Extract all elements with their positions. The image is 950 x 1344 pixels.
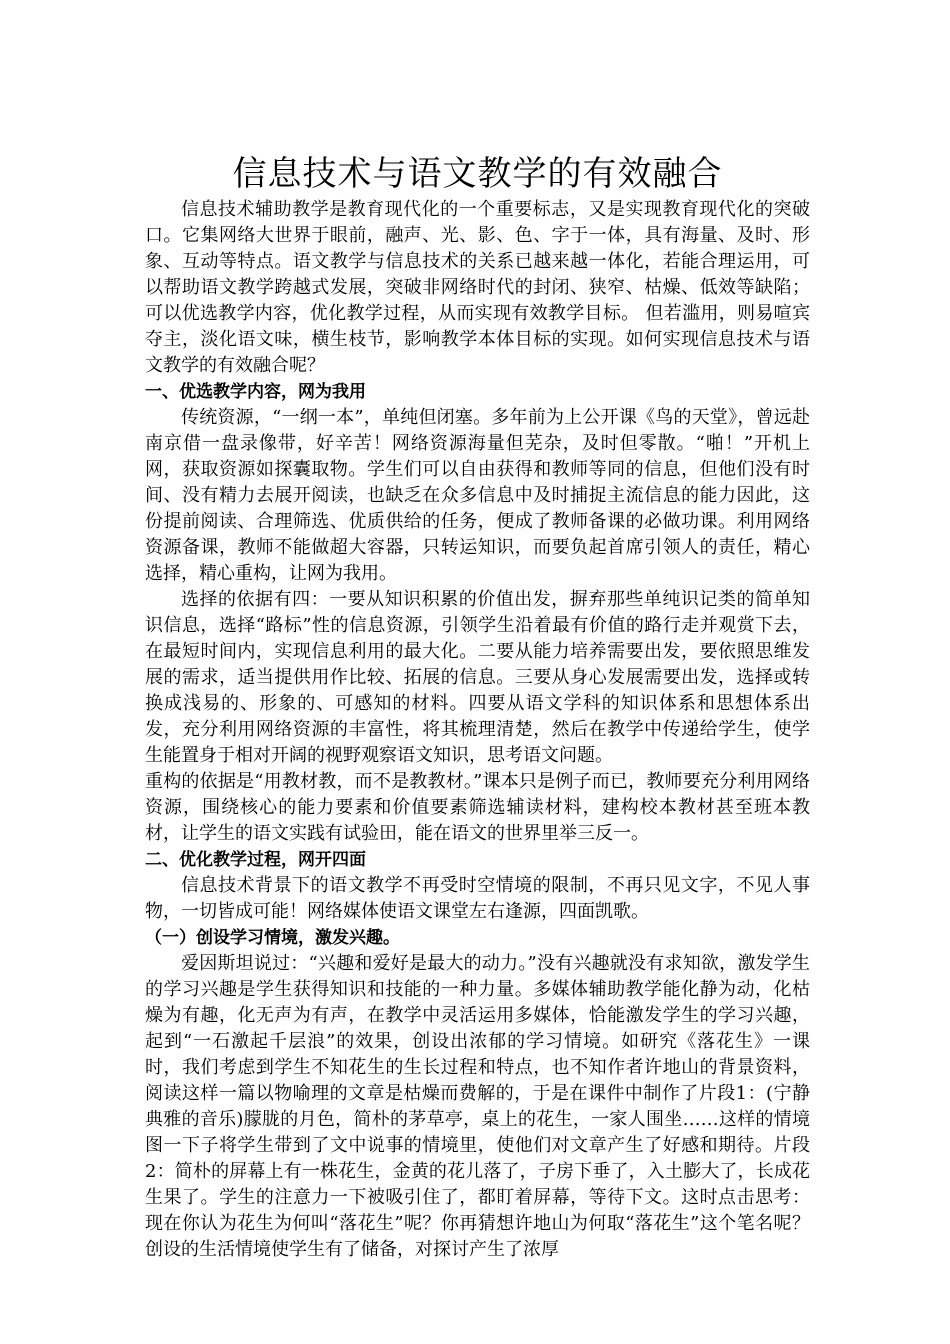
- body-paragraph: 重构的依据是“用教材教，而不是教教材。”课本只是例子而已，教师要充分利用网络资源，围绕核心的能力要素和价值要素筛选辅读材料，建构校本教材甚至班本教材，让学生的语文实践有试验田，能在语文的世界里举三反一。: [145, 771, 810, 844]
- section-heading: 一、优选教学内容，网为我用: [145, 382, 366, 402]
- body-paragraph: 信息技术背景下的语文教学不再受时空情境的限制，不再只见文字，不见人事物，一切皆成可能！网络媒体使语文课堂左右逢源，四面凯歌。: [145, 875, 810, 922]
- document-title: 信息技术与语文教学的有效融合: [232, 153, 723, 194]
- body-paragraph: 爱因斯坦说过：“兴趣和爱好是最大的动力。”没有兴趣就没有求知欲，激发学生的学习兴趣是学生获得知识和技能的一种力量。多媒体辅助教学能化静为动，化枯燥为有趣，化无声为有声，在教学中灵活运用多媒体，恰能激发学生的学习兴趣，起到“一石激起千层浪”的效果，创设出浓郁的学习情境。如研究《落花生》一课时，我们考虑到学生不知花生的生长过程和特点，也不知作者许地山的背景资料，阅读这样一篇以物喻理的文章是枯燥而费解的，于是在课件中制作了片段1：(宁静典雅的音乐)朦胧的月色，简朴的茅草亭，桌上的花生，一家人围坐……这样的情境图一下子将学生带到了文中说事的情境里，使他们对文章产生了好感和期待。片段2：简朴的屏幕上有一株花生，金黄的花儿落了，子房下垂了，入土膨大了，长成花生果了。学生的注意力一下被吸引住了，都盯着屏幕，等待下文。这时点击思考：现在你认为花生为何叫“落花生”呢？你再猜想许地山为何取“落花生”这个笔名呢？创设的生活情境使学生有了储备，对探讨产生了浓厚: [145, 953, 810, 1260]
- body-paragraph: 传统资源，“一纲一本”，单纯但闭塞。多年前为上公开课《鸟的天堂》，曾远赴南京借一盘录像带，好辛苦！网络资源海量但芜杂，及时但零散。“啪！”开机上网，获取资源如探囊取物。学生们可以自由获得和教师等同的信息，但他们没有时间、没有精力去展开阅读，也缺乏在众多信息中及时捕捉主流信息的能力因此，这份提前阅读、合理筛选、优质供给的任务，便成了教师备课的必做功课。利用网络资源备课，教师不能做超大容器，只转运知识，而要负起首席引领人的责任，精心选择，精心重构，让网为我用。: [145, 407, 810, 584]
- section-heading: 二、优化教学过程，网开四面: [145, 850, 366, 870]
- document-body: [145, 197, 810, 1263]
- section-heading: （一）创设学习情境，激发兴趣。: [145, 928, 400, 948]
- body-paragraph: 信息技术辅助教学是教育现代化的一个重要标志，又是实现教育现代化的突破口。它集网络大世界于眼前，融声、光、影、色、字于一体，具有海量、及时、形象、互动等特点。语文教学与信息技术的关系已越来越一体化，若能合理运用，可以帮助语文教学跨越式发展，突破非网络时代的封闭、狭窄、枯燥、低效等缺陷；可以优选教学内容，优化教学过程，从而实现有效教学目标。 但若滥用，则易喧宾夺主，淡化语文味，横生枝节，影响教学本体目标的实现。如何实现信息技术与语文教学的有效融合呢？: [145, 199, 810, 376]
- body-paragraph: 选择的依据有四：一要从知识积累的价值出发，摒弃那些单纯识记类的简单知识信息，选择“路标”性的信息资源，引领学生沿着最有价值的路行走并观赏下去，在最短时间内，实现信息利用的最大化。二要从能力培养需要出发，要依照思维发展的需求，适当提供用作比较、拓展的信息。三要从身心发展需要出发，选择或转换成浅易的、形象的、可感知的材料。四要从语文学科的知识体系和思想体系出发，充分利用网络资源的丰富性，将其梳理清楚，然后在教学中传递给学生，使学生能置身于相对开阔的视野观察语文知识，思考语文问题。: [145, 589, 810, 766]
